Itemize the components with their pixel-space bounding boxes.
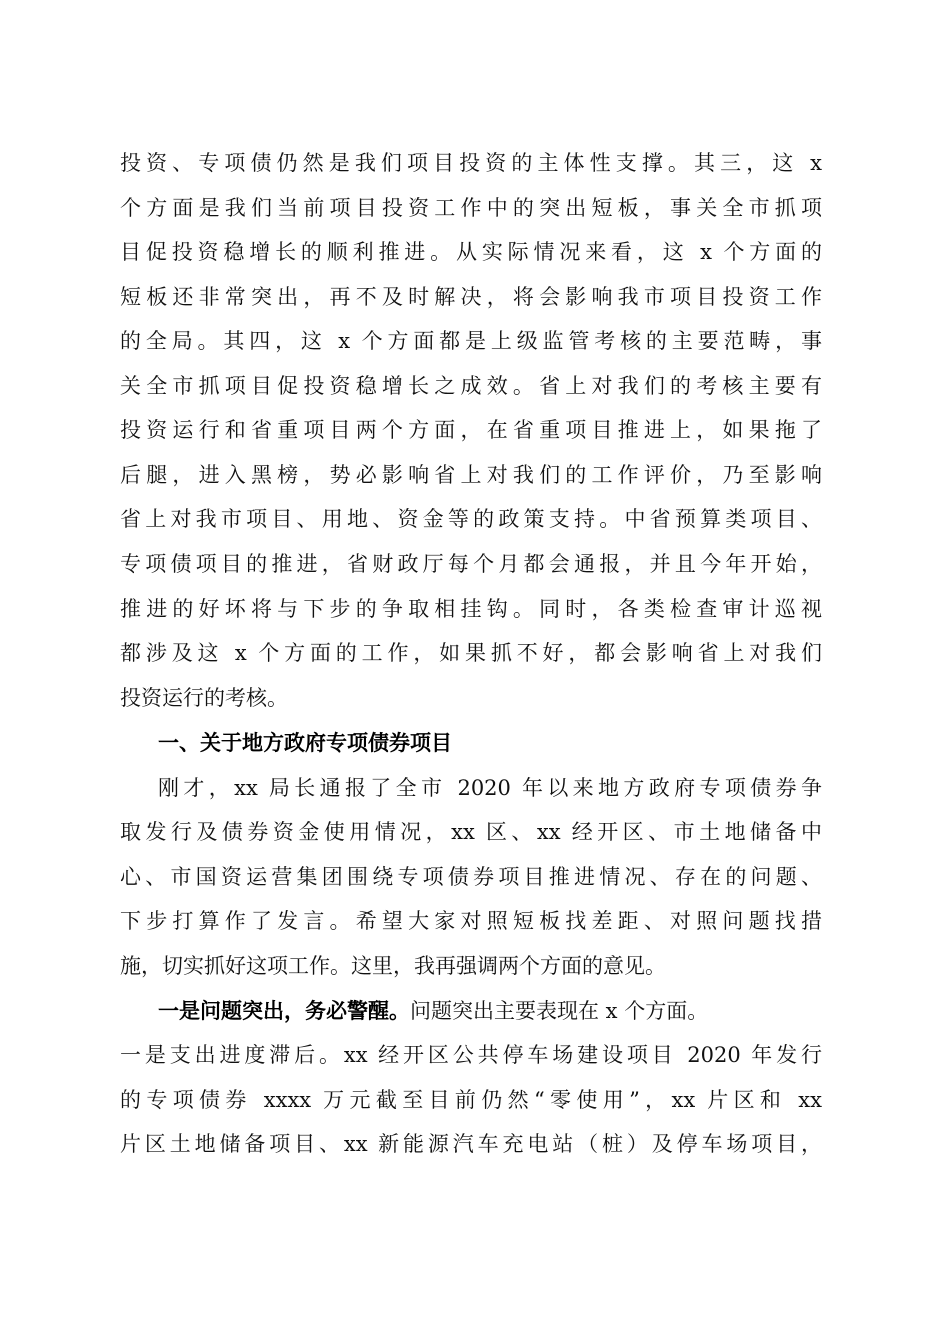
body-text-line: 后腿，进入黑榜，势必影响省上对我们的工作评价，乃至影响: [120, 463, 822, 487]
body-text-line: 投资、专项债仍然是我们项目投资的主体性支撑。其三，这 x: [120, 151, 822, 175]
body-text-line: 目促投资稳增长的顺利推进。从实际情况来看，这 x 个方面的: [120, 240, 822, 264]
body-text-line: 下步打算作了发言。希望大家对照短板找差距、对照问题找措: [120, 909, 822, 933]
section-heading: 一、关于地方政府专项债券项目: [158, 731, 452, 755]
body-text-line: 的全局。其四，这 x 个方面都是上级监管考核的主要范畴，事: [120, 329, 822, 353]
body-text-line: 投资运行和省重项目两个方面，在省重项目推进上，如果拖了: [120, 418, 822, 442]
body-text-line: 个方面是我们当前项目投资工作中的突出短板，事关全市抓项: [120, 196, 822, 220]
body-text-line: 一是支出进度滞后。xx 经开区公共停车场建设项目 2020 年发行: [120, 1043, 822, 1067]
body-text-line: 刚才，xx 局长通报了全市 2020 年以来地方政府专项债券争: [158, 776, 822, 800]
body-text-line: 的专项债券 xxxx 万元截至目前仍然“零使用”，xx 片区和 xx: [120, 1088, 822, 1112]
body-text-line: 推进的好坏将与下步的争取相挂钩。同时，各类检查审计巡视: [120, 597, 822, 621]
body-text-line: 心、市国资运营集团围绕专项债券项目推进情况、存在的问题、: [120, 865, 822, 889]
body-text-line: 短板还非常突出，再不及时解决，将会影响我市项目投资工作: [120, 285, 822, 309]
bold-lead-phrase: 一是问题突出，务必警醒。: [158, 998, 410, 1023]
body-text-line: 专项债项目的推进，省财政厅每个月都会通报，并且今年开始，: [120, 552, 822, 576]
body-text-line: 投资运行的考核。: [120, 686, 288, 710]
body-text-line: 关全市抓项目促投资稳增长之成效。省上对我们的考核主要有: [120, 374, 822, 398]
body-text-line: 都涉及这 x 个方面的工作，如果抓不好，都会影响省上对我们: [120, 641, 822, 665]
body-text-line: [158, 989, 822, 1033]
body-text-line: 施，切实抓好这项工作。这里，我再强调两个方面的意见。: [120, 954, 666, 978]
body-text-line: 省上对我市项目、用地、资金等的政策支持。中省预算类项目、: [120, 507, 822, 531]
body-text-line: 取发行及债券资金使用情况，xx 区、xx 经开区、市土地储备中: [120, 820, 822, 844]
body-text-span: 问题突出主要表现在 x 个方面。: [410, 999, 709, 1023]
body-text-line: 片区土地储备项目、xx 新能源汽车充电站（桩）及停车场项目，: [120, 1132, 822, 1156]
